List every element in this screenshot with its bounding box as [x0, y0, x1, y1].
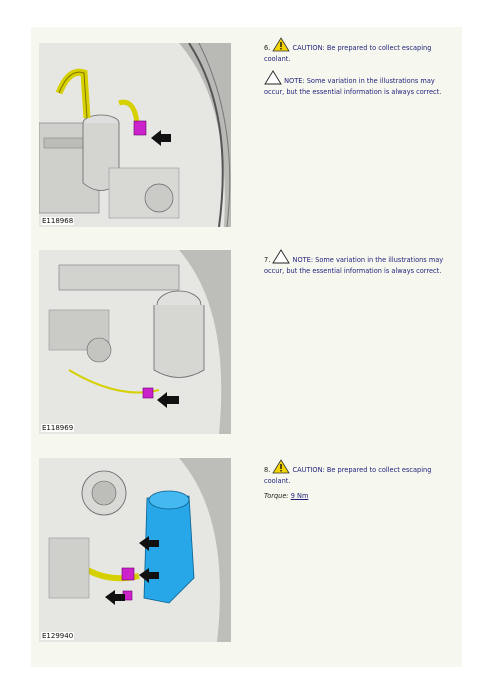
- torque-value-link[interactable]: 9 Nm: [290, 492, 309, 500]
- torque-spec: [264, 492, 454, 501]
- figure-step-6: [39, 43, 231, 227]
- torque-label: Torque:: [264, 492, 289, 500]
- figure-step-7: [39, 250, 231, 434]
- engine-illustration-1: [39, 43, 231, 227]
- warning-triangle-icon: [272, 37, 290, 55]
- note-text: NOTE: Some variation in the illustrations may occur, but the essential information is always correct.: [264, 77, 442, 96]
- figure-id-label: E118969: [42, 424, 74, 432]
- note-triangle-icon: [264, 70, 282, 88]
- caution-text: CAUTION: Be prepared to collect escaping coolant.: [264, 44, 432, 63]
- figure-id-label: E129940: [42, 632, 74, 640]
- figure-step-8: [39, 458, 231, 642]
- note-text: NOTE: Some variation in the illustrations may occur, but the essential information is always correct.: [264, 256, 444, 275]
- caution-text: CAUTION: Be prepared to collect escaping coolant.: [264, 466, 432, 485]
- step-6-text: [264, 37, 454, 103]
- step-number: 8.: [264, 466, 271, 474]
- step-number: 6.: [264, 44, 271, 52]
- step-8-text: [264, 459, 454, 507]
- note-triangle-icon: [272, 249, 290, 267]
- step-number: 7.: [264, 256, 271, 264]
- warning-triangle-icon: [272, 459, 290, 477]
- figure-id-label: E118968: [42, 217, 74, 225]
- engine-illustration-2: [39, 250, 231, 434]
- engine-illustration-3: [39, 458, 231, 642]
- step-7-text: [264, 249, 454, 282]
